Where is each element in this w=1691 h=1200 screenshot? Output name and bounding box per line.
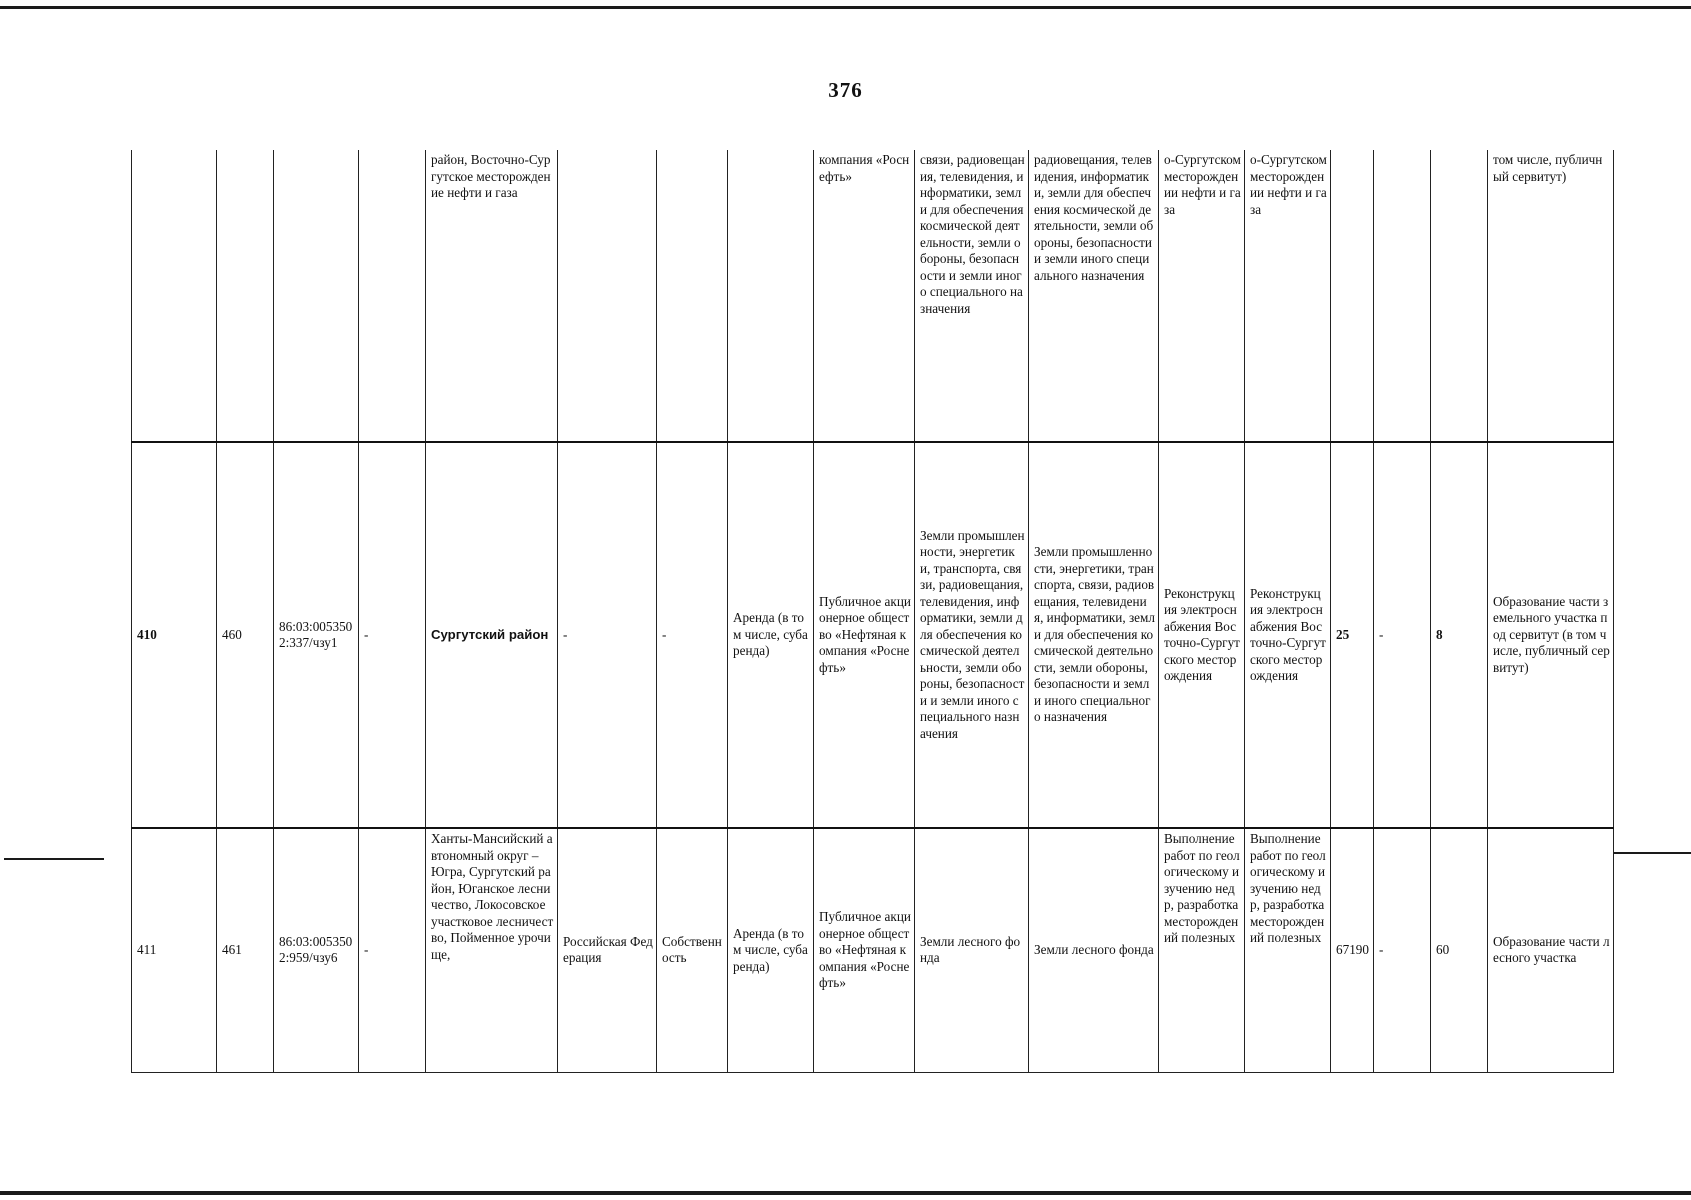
cell-area: 25 [1331, 442, 1374, 828]
scan-top-border [0, 6, 1691, 9]
cell-holder: компания «Роснефть» [814, 150, 915, 442]
cell-col4 [359, 150, 426, 442]
cell-owner: Российская Федерация [558, 828, 657, 1072]
cell-purpose-2: Выполнение работ по геологическому изучению недр, разработка месторождений полезных [1245, 828, 1331, 1072]
cell-purpose-2: о-Сургутском месторождении нефти и газа [1245, 150, 1331, 442]
cell-right-type: Собственность [657, 828, 728, 1072]
cell-location: район, Восточно-Сургутское месторождение нефти и газа [426, 150, 558, 442]
cell-land-category: Земли промышленности, энергетики, транспорта, связи, радиовещания, телевидения, информатики, земли для обеспечения космической деятельности, земли обороны, безопасности и земли иного специального назначения [915, 442, 1029, 828]
cell-cadastral-number: 86:03:0053502:959/чзу6 [274, 828, 359, 1072]
cell-owner: - [558, 442, 657, 828]
cell-encumbrance: Аренда (в том числе, субаренда) [728, 442, 814, 828]
cell-term [1431, 150, 1488, 442]
cell-purpose: Выполнение работ по геологическому изучению недр, разработка месторождений полезных [1159, 828, 1245, 1072]
cell-location: Ханты-Мансийский автономный округ – Югра, Сургутский район, Юганское лесничество, Локосовское участковое лесничество, Пойменное урочище, [426, 828, 558, 1072]
cell-area [1331, 150, 1374, 442]
cell-land-category-2: радиовещания, телевидения, информатики, земли для обеспечения космической деятельности, земли обороны, безопасности и земли иного специального назначения [1029, 150, 1159, 442]
cell-land-category-2: Земли лесного фонда [1029, 828, 1159, 1072]
cell-plot-number: 460 [217, 442, 274, 828]
cell-purpose: о-Сургутском месторождении нефти и газа [1159, 150, 1245, 442]
cell-land-category: Земли лесного фонда [915, 828, 1029, 1072]
table-row [132, 442, 1614, 828]
land-plots-table [131, 150, 1614, 1073]
cell-right-type: - [657, 442, 728, 828]
cell-purpose-2: Реконструкция электроснабжения Восточно-Сургутского месторождения [1245, 442, 1331, 828]
cell-land-category-2: Земли промышленности, энергетики, транспорта, связи, радиовещания, телевидения, информатики, земли для обеспечения космической деятельности, земли обороны, безопасности и земли иного специального назначения [1029, 442, 1159, 828]
cell-land-category: связи, радиовещания, телевидения, информатики, земли для обеспечения космической деятельности, земли обороны, безопасности и земли иного специального назначения [915, 150, 1029, 442]
cell-col15: - [1374, 828, 1431, 1072]
page-number: 376 [828, 78, 863, 102]
cell-cadastral-number [274, 150, 359, 442]
cell-holder: Публичное акционерное общество «Нефтяная компания «Роснефть» [814, 442, 915, 828]
cell-col4: - [359, 442, 426, 828]
cell-encumbrance [728, 150, 814, 442]
cell-note: Образование части лесного участка [1488, 828, 1614, 1072]
cell-plot-number: 461 [217, 828, 274, 1072]
cell-col4: - [359, 828, 426, 1072]
cell-purpose: Реконструкция электроснабжения Восточно-Сургутского месторождения [1159, 442, 1245, 828]
cell-location: Сургутский район [426, 442, 558, 828]
table-row-continued [132, 150, 1614, 442]
cell-plot-number [217, 150, 274, 442]
cell-term: 60 [1431, 828, 1488, 1072]
cell-right-type [657, 150, 728, 442]
cell-holder: Публичное акционерное общество «Нефтяная компания «Роснефть» [814, 828, 915, 1072]
cell-area: 67190 [1331, 828, 1374, 1072]
cell-owner [558, 150, 657, 442]
cell-row-number: 410 [132, 442, 217, 828]
cell-term: 8 [1431, 442, 1488, 828]
cell-col15 [1374, 150, 1431, 442]
cell-encumbrance: Аренда (в том числе, субаренда) [728, 828, 814, 1072]
cell-cadastral-number: 86:03:0053502:337/чзу1 [274, 442, 359, 828]
cell-col15: - [1374, 442, 1431, 828]
scan-right-artifact [1614, 852, 1691, 854]
cell-note: том числе, публичный сервитут) [1488, 150, 1614, 442]
cell-row-number [132, 150, 217, 442]
table-row [132, 828, 1614, 1072]
cell-row-number: 411 [132, 828, 217, 1072]
cell-note: Образование части земельного участка под сервитут (в том числе, публичный сервитут) [1488, 442, 1614, 828]
scan-left-artifact [4, 858, 104, 860]
scan-bottom-border [0, 1191, 1691, 1195]
